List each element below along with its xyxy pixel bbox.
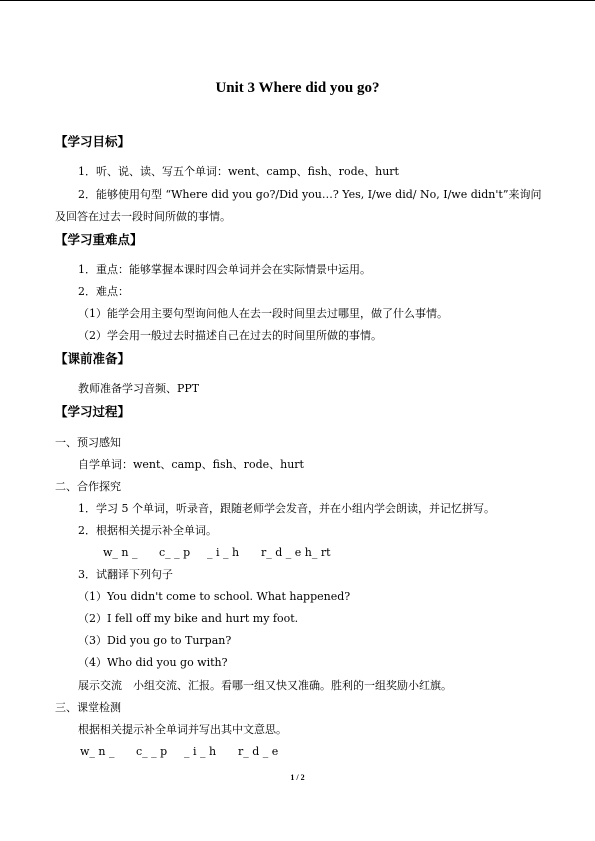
check-blank-1: w_ n _ [80,745,115,758]
part-2-item-3: 3．试翻译下列句子 [78,568,173,581]
part-2-item-1: 1．学习 5 个单词，听录音，跟随老师学会发音，并在小组内学会朗读，并记忆拼写。 [78,502,495,515]
check-blank-2: c_ _ p [136,745,168,758]
key-points-sub-1: （1）能学会用主要句型询问他人在去一段时间里去过哪里，做了什么事情。 [78,307,448,320]
goals-item-2-cont: 及回答在过去一段时间所做的事情。 [55,210,231,223]
part-2-show: 展示交流 小组交流、汇报。看哪一组又快又准确。胜利的一组奖励小红旗。 [78,679,452,692]
goals-heading: 【学习目标】 [55,134,131,149]
blank-word-1: w_ n _ [103,546,138,559]
preparation-text: 教师准备学习音频、PPT [78,382,200,395]
sentence-1: （1）You didn't come to school. What happened? [78,590,351,603]
process-heading: 【学习过程】 [55,404,131,419]
sentence-4: （4）Who did you go with? [78,656,228,669]
key-points-heading: 【学习重难点】 [55,232,143,247]
sentence-3: （3）Did you go to Turpan? [78,634,232,647]
key-points-item-1: 1．重点：能够掌握本课时四会单词并会在实际情景中运用。 [78,263,371,276]
header-rule [0,0,595,1]
key-points-sub-2: （2）学会用一般过去时描述自己在过去的时间里所做的事情。 [78,329,382,342]
part-3-blanks [80,745,278,759]
blank-word-3: _ i _ h [207,546,240,559]
part-2-title: 二、合作探究 [55,480,121,493]
part-1-text: 自学单词：went、camp、fish、rode、hurt [78,458,304,471]
sentence-2: （2）I fell off my bike and hurt my foot. [78,612,299,625]
blank-word-4: r_ d _ e h_ rt [261,546,331,559]
part-2-blanks [103,546,331,560]
goals-item-1: 1．听、说、读、写五个单词：went、camp、fish、rode、hurt [78,165,399,178]
check-blank-4: r_ d _ e [238,745,279,758]
part-3-text: 根据相关提示补全单词并写出其中文意思。 [78,723,287,736]
check-blank-3: _ i _ h [184,745,217,758]
preparation-heading: 【课前准备】 [55,351,131,366]
blank-word-2: c_ _ p [159,546,191,559]
part-2-item-2: 2．根据相关提示补全单词。 [78,524,217,537]
part-3-title: 三、课堂检测 [55,701,121,714]
part-1-title: 一、预习感知 [55,436,121,449]
page-title: Unit 3 Where did you go? [215,80,380,96]
goals-item-2: 2．能够使用句型 “Where did you go?/Did you…? Yes, I/we did/ No, I/we didn't”来询问 [78,188,542,201]
key-points-item-2: 2．难点： [78,285,129,298]
page-number: 1 / 2 [290,773,305,782]
